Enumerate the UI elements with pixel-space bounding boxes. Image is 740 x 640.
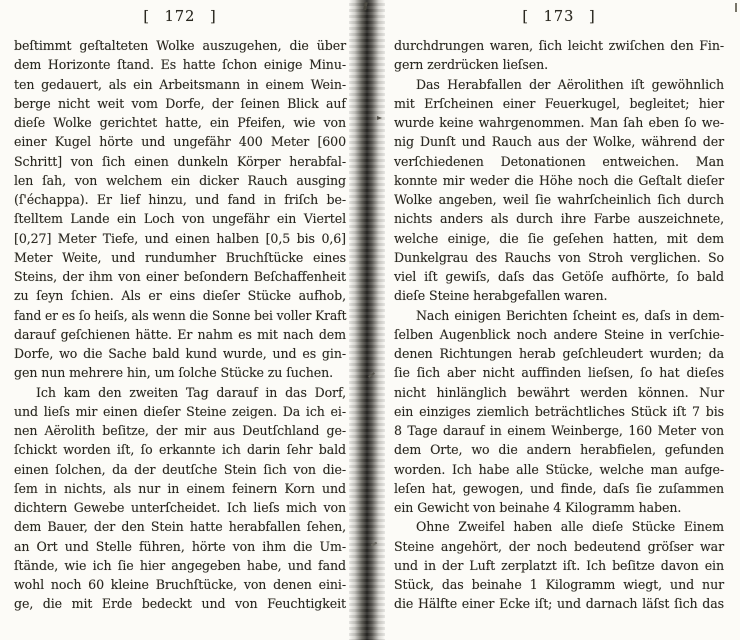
paragraph	[14, 36, 346, 383]
scan-speck	[363, 2, 368, 10]
text-line: Dunkelgrau des Rauchs von Stroh verglichen. So	[394, 249, 724, 265]
text-line: ſie ſich aber nicht auffinden lieſsen, ſo hat dieſes	[394, 365, 724, 381]
paragraph	[14, 383, 346, 614]
text-line: Wolke angeben, weil ſie wahrſcheinlich ſich durch	[394, 192, 724, 207]
text-line: durchdrungen waren, ſich leicht zwiſchen den Fin-	[394, 38, 724, 53]
page-number-left: [ 172 ]	[143, 9, 217, 25]
text-line: welche einige, die ſie geſehen hatten, mit dem	[394, 230, 724, 246]
text-line: Schritt] von ſich einen dunkeln Körper herabfal-	[14, 153, 346, 169]
text-line: berge nicht weit vom Dorfe, der ſeinen Blick auf	[14, 95, 346, 111]
text-line: dem Orte, wo die andern herabfielen, gefunden	[394, 442, 724, 458]
text-line: dem Horizonte ſtand. Es hatte ſchon einige Minu-	[14, 57, 346, 73]
text-line: die Hälfte einer Ecke iſt; und darnach läſst ſich das	[394, 596, 724, 612]
text-line: mit Erſcheinen einer Feuerkugel, begleitet; hier	[394, 95, 724, 111]
text-line: ſtände, wie ich ſie hier angegeben habe, und fand	[14, 557, 346, 573]
text-line: und in der Luft zerplatzt iſt. Ich beſitze davon ein	[394, 557, 724, 573]
text-line: Meter Weite, und rundumher Bruchſtücke eines	[14, 249, 346, 265]
text-line: leſen hat, gewogen, und finde, daſs ſie zuſammen	[394, 480, 724, 496]
text-line: ein Gewicht von beinahe 4 Kilogramm haben.	[394, 500, 682, 515]
text-line: einen ſolchen, da der deutſche Stein ſich von die-	[14, 461, 346, 477]
text-line: nig Dunſt und Rauch aus der Wolke, während der	[394, 134, 724, 150]
text-line: viel iſt gewiſs, daſs das Getöſe aufhörte, ſo bald	[394, 269, 724, 284]
paragraph	[394, 306, 724, 518]
text-line: dieſe Wolke gerichtet hatte, ein Pfeifen, wie von	[14, 115, 346, 130]
text-line: fand er es ſo heiſs, als wenn die Sonne bei voller Kraft	[14, 307, 347, 323]
text-line: [0,27] Meter Tiefe, und einen halben [0,5 bis 0,6]	[14, 230, 346, 246]
page-number-right: [ 173 ]	[522, 9, 596, 25]
text-line: konnte mir weder die Höhe noch die Geſtalt dieſer	[394, 172, 724, 188]
text-line: ein einziges ziemlich beträchtliches Stück iſt 7 bis	[394, 403, 724, 419]
text-line: (ſ'échappa). Er lief hinzu, und fand in friſch be-	[14, 192, 346, 207]
text-line: Steine angehört, der noch bedeutend gröſser war	[394, 538, 724, 554]
text-line: denen Richtungen herab geſchleudert wurden; da	[394, 346, 724, 361]
text-line: Stück, das beinahe 1 Kilogramm wiegt, und nur	[394, 577, 724, 592]
text-line: Ohne Zweifel haben alle dieſe Stücke Einem	[416, 519, 724, 535]
text-line: darauf geſchienen hätte. Er nahm es mit nach dem	[14, 326, 346, 342]
text-line: ten gedauert, als ein Arbeitsmann in einem Wein-	[14, 76, 346, 92]
scan-speck	[371, 542, 377, 547]
text-line: nicht hinlänglich bewährt werden können. Nur	[394, 384, 724, 400]
text-line: ſelben Augenblick noch andere Steine in verſchie-	[394, 326, 724, 342]
text-line: ſchickt worden iſt, ſo erkannte ich darin ſehr bald	[14, 442, 346, 458]
paragraph	[394, 36, 724, 75]
text-line: nichts anders als durch ihre Farbe auszeichnete,	[394, 211, 724, 227]
text-line: und lieſs mir einen dieſer Steine zeigen. Da ich ei-	[14, 403, 346, 419]
text-line: dichtern Gewebe unterſcheidet. Ich lieſs mich von	[14, 500, 346, 515]
text-line: Ich kam den zweiten Tag darauf in das Dorf,	[36, 384, 346, 400]
text-line: Das Herabfallen der Aërolithen iſt gewöhnlich	[416, 76, 724, 92]
text-line: gern zerdrücken lieſsen.	[394, 57, 549, 73]
page-left-172	[0, 0, 352, 640]
text-line: wohl noch 60 kleine Bruchſtücke, von denen eini-	[14, 577, 346, 592]
right-page-text	[394, 36, 724, 614]
text-line: Dorfe, wo die Sache bald kund wurde, und es gin-	[14, 346, 346, 361]
page-right-173	[378, 0, 740, 640]
text-line: ſtelltem Lande ein Loch von ungefähr ein Viertel	[14, 211, 346, 227]
text-line: nen Aërolith beſitze, der mir aus Deutſchland ge-	[14, 423, 346, 438]
paragraph	[394, 517, 724, 613]
text-line: wurde keine wahrgenommen. Man ſah eben ſo we-	[394, 115, 724, 130]
text-line: zu ſeyn ſchien. Als er eins dieſer Stücke aufhob,	[14, 288, 346, 304]
text-line: beſtimmt geſtalteten Wolke auszugehen, die über	[14, 38, 346, 53]
scan-speck	[368, 372, 375, 378]
text-line: dem Bauer, der den Stein hatte herabfallen ſehen,	[14, 519, 346, 535]
text-line: einer Kugel hörte und ungefähr 400 Meter [600	[14, 134, 346, 150]
left-page-text	[14, 36, 346, 614]
paragraph	[394, 75, 724, 306]
text-line: 8 Tage darauf in einem Weinberge, 160 Meter von	[394, 423, 724, 438]
text-line: Steins, der ihm von einer beſondern Beſchaffenheit	[14, 269, 346, 284]
text-line: ſem in nichts, als nur in einem feinern Korn und	[14, 480, 346, 496]
text-line: worden. Ich habe alle Stücke, welche man aufge-	[394, 461, 724, 477]
text-line: dieſe Steine herabgefallen waren.	[394, 288, 608, 304]
text-line: len ſah, von welchem ein dicker Rauch ausging	[14, 172, 346, 188]
text-line: an Ort und Stelle führen, hörte von ihm die Um-	[14, 538, 346, 554]
text-line: ge, die mit Erde bedeckt und von Feuchtigkeit	[14, 596, 346, 612]
text-line: verſchiedenen Detonationen entweichen. Man	[394, 153, 724, 169]
text-line: Nach einigen Berichten ſcheint es, daſs in dem-	[416, 307, 724, 323]
text-line: gen nun mehrere hin, um ſolche Stücke zu ſuchen.	[14, 365, 334, 381]
